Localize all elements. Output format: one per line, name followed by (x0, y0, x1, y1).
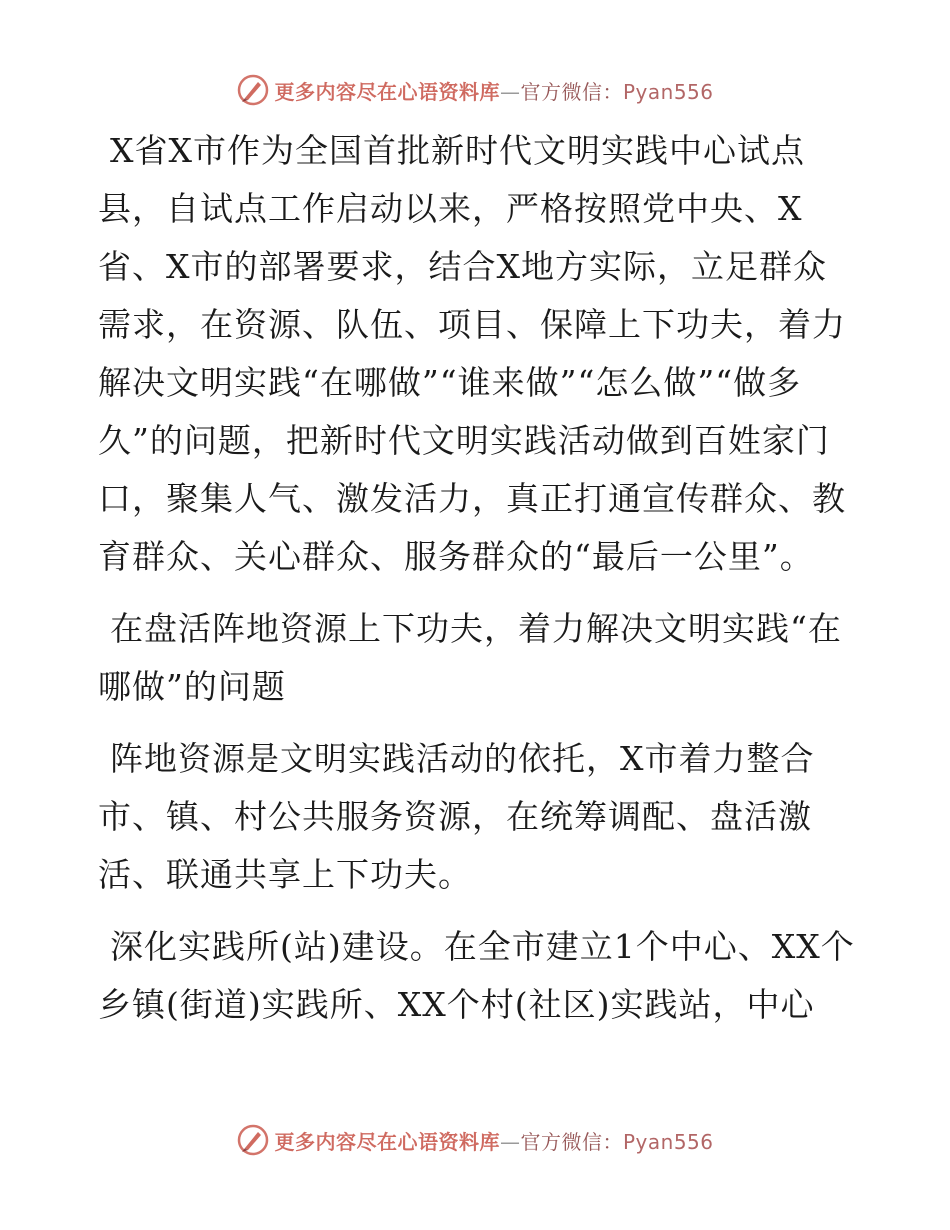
paragraph-resources: 阵地资源是文明实践活动的依托，X市着力整合市、镇、村公共服务资源，在统筹调配、盘活激活、联通共享上下功夫。 (98, 739, 815, 894)
quill-pen-logo-icon (236, 1123, 270, 1157)
banner-cn-text: 更多内容尽在心语资料库 (274, 1129, 500, 1154)
banner-separator: — (499, 1129, 521, 1154)
banner-cn-text: 更多内容尽在心语资料库 (274, 79, 500, 104)
banner-wechat-id: Pyan556 (622, 1129, 714, 1154)
paragraph-practice-stations: 深化实践所(站)建设。在全市建立1个中心、XX个乡镇(街道)实践所、XX个村(社区)实践站，中心 (98, 927, 855, 1024)
section-heading: 在盘活阵地资源上下功夫，着力解决文明实践“在哪做”的问题 (98, 609, 842, 706)
document-body (98, 122, 858, 1048)
banner-separator: — (499, 79, 521, 104)
banner-wechat-label: 官方微信： (520, 79, 623, 104)
footer-watermark-banner (0, 1120, 950, 1160)
paragraph-intro: X省X市作为全国首批新时代文明实践中心试点县，自试点工作启动以来，严格按照党中央、X省、X市的部署要求，结合X地方实际，立足群众需求，在资源、队伍、项目、保障上下功夫，着力解决文明实践“在哪做”“谁来做”“怎么做”“做多久”的问题，把新时代文明实践活动做到百姓家门口，聚集人气、激发活力，真正打通宣传群众、教育群众、关心群众、服务群众的“最后一公里”。 (98, 131, 846, 576)
banner-wechat-label: 官方微信： (520, 1129, 623, 1154)
banner-text (274, 1126, 713, 1155)
banner-wechat-id: Pyan556 (622, 79, 714, 104)
header-watermark-banner (0, 70, 950, 110)
quill-pen-logo-icon (236, 73, 270, 107)
banner-text (274, 76, 713, 105)
